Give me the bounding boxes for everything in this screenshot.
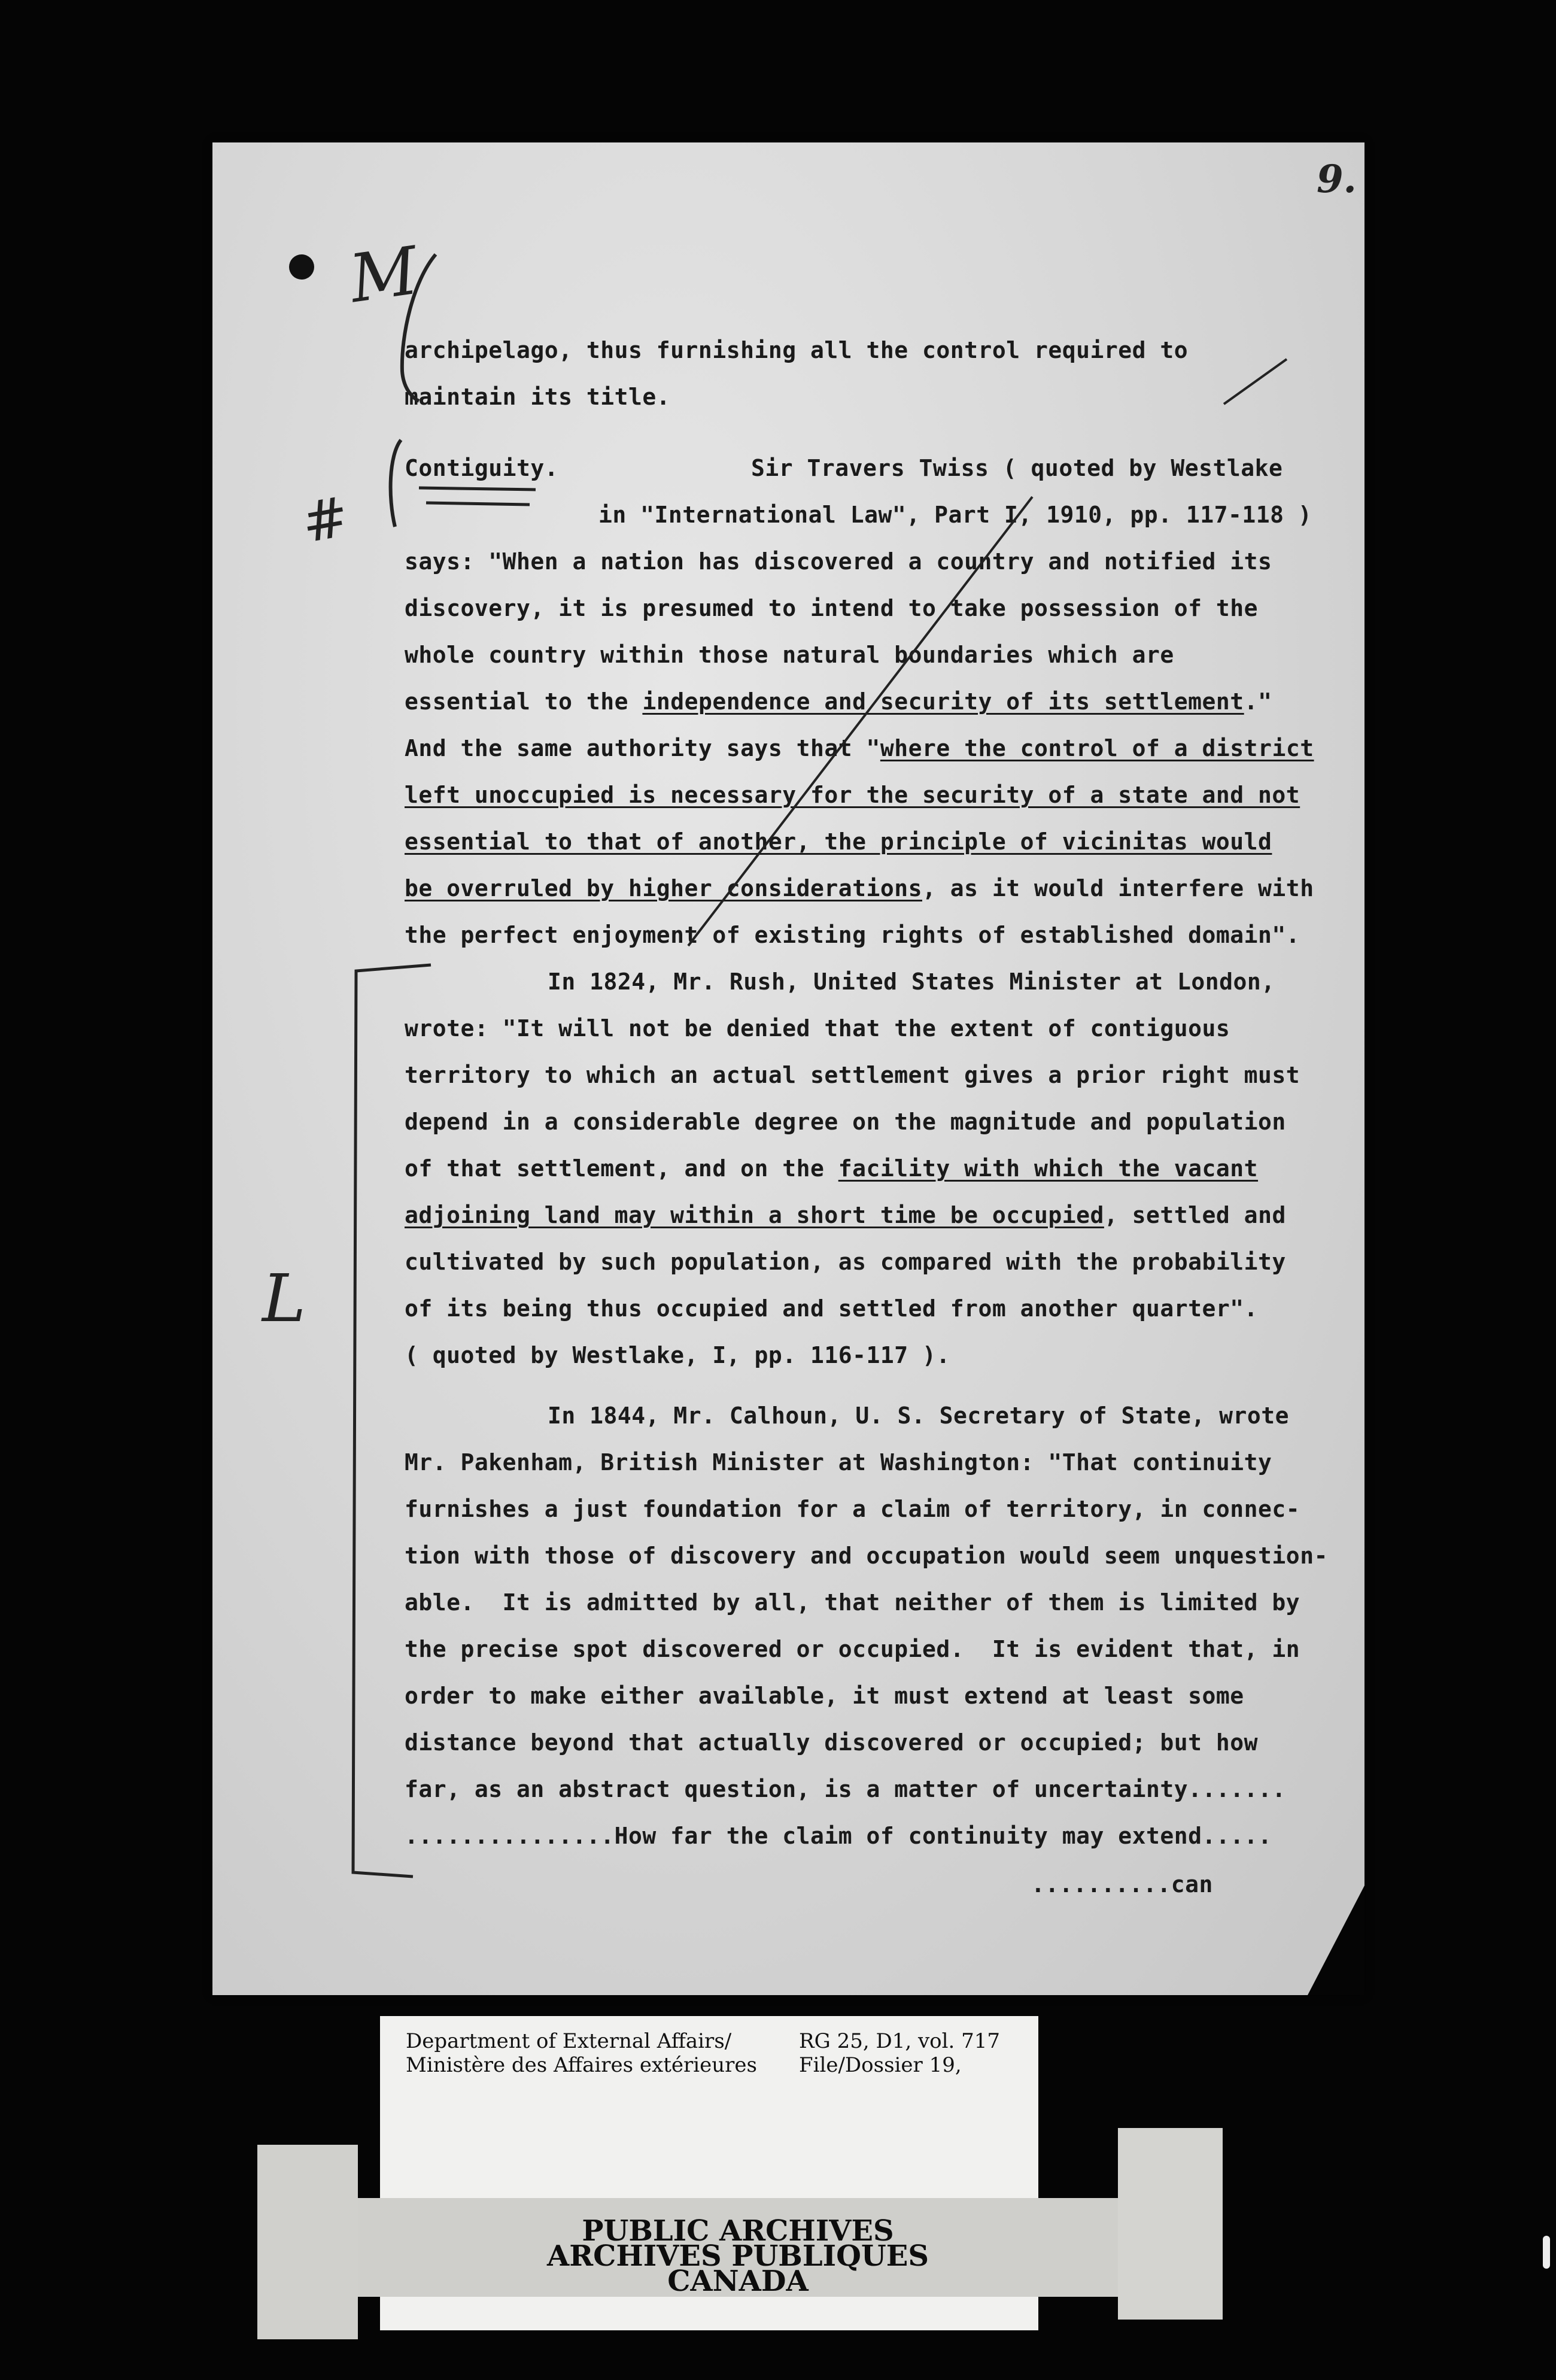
calhoun-line-5: able. It is admitted by all, that neither of them is limited by	[405, 1589, 1300, 1616]
contiguity-line-8: be overruled by higher considerations, as it would interfere with	[405, 875, 1314, 901]
underlined-phrase: where the control of a district	[880, 735, 1314, 761]
calhoun-line-10: ...............How far the claim of continuity may extend.....	[405, 1823, 1272, 1849]
underlined-phrase: be overruled by higher considerations	[405, 875, 922, 901]
handwritten-l-mark: L	[262, 1260, 306, 1337]
underlined-phrase: independence and security of its settlement	[642, 688, 1244, 715]
intro-line-1: archipelago, thus furnishing all the control required to	[405, 337, 1189, 363]
rush-line-9: ( quoted by Westlake, I, pp. 116-117 ).	[405, 1342, 950, 1368]
label-reference-rg: RG 25, D1, vol. 717	[799, 2029, 1001, 2053]
stamp-canada: CANADA	[667, 2264, 809, 2298]
contiguity-line-9: the perfect enjoyment of existing rights of established domain".	[405, 922, 1300, 948]
rush-line-6: adjoining land may within a short time be occupied, settled and	[405, 1202, 1286, 1228]
calhoun-line-9: far, as an abstract question, is a matter of uncertainty.......	[405, 1776, 1286, 1802]
film-edge-mark	[1543, 2236, 1550, 2269]
calhoun-line-4: tion with those of discovery and occupation would seem unquestion-	[405, 1543, 1328, 1569]
rush-line-3: territory to which an actual settlement gives a prior right must	[405, 1062, 1300, 1088]
rush-line-7: cultivated by such population, as compared with the probability	[405, 1249, 1286, 1275]
underlined-phrase: facility with which the vacant	[838, 1155, 1259, 1182]
calhoun-line-8: distance beyond that actually discovered or occupied; but how	[405, 1729, 1259, 1756]
handwritten-m-mark: M	[345, 232, 423, 318]
intro-line-2: maintain its title.	[405, 384, 671, 410]
rush-line-4: depend in a considerable degree on the magnitude and population	[405, 1109, 1286, 1135]
stamp-public-archives: PUBLIC ARCHIVES	[582, 2214, 894, 2248]
label-department-en: Department of External Affairs/	[406, 2029, 732, 2053]
section-heading-contiguity: Contiguity.	[405, 455, 559, 481]
contiguity-line-6: left unoccupied is necessary for the security of a state and not	[405, 782, 1300, 808]
label-reference-file: File/Dossier 19,	[799, 2053, 962, 2077]
calhoun-line-6: the precise spot discovered or occupied. It is evident that, in	[405, 1636, 1300, 1662]
calhoun-line-2: Mr. Pakenham, British Minister at Washington: "That continuity	[405, 1449, 1272, 1476]
rush-line-2: wrote: "It will not be denied that the extent of contiguous	[405, 1015, 1230, 1042]
calhoun-line-3: furnishes a just foundation for a claim of territory, in connec-	[405, 1496, 1300, 1522]
contiguity-line-3: whole country within those natural boundaries which are	[405, 642, 1174, 668]
rush-line-1: In 1824, Mr. Rush, United States Minister at London,	[548, 969, 1275, 995]
page-number: 9.	[1317, 157, 1357, 202]
contiguity-head-line-b: in "International Law", Part I, 1910, pp. 117-118 )	[598, 502, 1312, 528]
calhoun-line-1: In 1844, Mr. Calhoun, U. S. Secretary of State, wrote	[548, 1402, 1290, 1429]
punch-hole-mark	[289, 254, 314, 280]
contiguity-line-5: And the same authority says that "where the control of a district	[405, 735, 1314, 761]
contiguity-line-2: discovery, it is presumed to intend to take possession of the	[405, 595, 1259, 621]
stamp-archives-publiques: ARCHIVES PUBLIQUES	[547, 2239, 929, 2273]
rush-line-8: of its being thus occupied and settled from another quarter".	[405, 1295, 1259, 1322]
label-department-fr: Ministère des Affaires extérieures	[406, 2053, 757, 2077]
contiguity-head-line-a: Sir Travers Twiss ( quoted by Westlake	[751, 455, 1283, 481]
rush-line-5: of that settlement, and on the facility with which the vacant	[405, 1155, 1259, 1182]
folded-corner	[1308, 1886, 1364, 1995]
contiguity-line-7: essential to that of another, the principle of vicinitas would	[405, 828, 1272, 855]
underlined-phrase: adjoining land may within a short time be occupied	[405, 1202, 1104, 1228]
contiguity-line-4: essential to the independence and security of its settlement."	[405, 688, 1272, 715]
calhoun-line-11: ..........can	[1031, 1871, 1213, 1898]
label-tab-left	[257, 2145, 358, 2339]
calhoun-line-7: order to make either available, it must extend at least some	[405, 1683, 1244, 1709]
handwritten-hash-mark: #	[297, 484, 354, 555]
label-tab-right	[1118, 2128, 1223, 2320]
contiguity-line-1: says: "When a nation has discovered a country and notified its	[405, 548, 1272, 575]
